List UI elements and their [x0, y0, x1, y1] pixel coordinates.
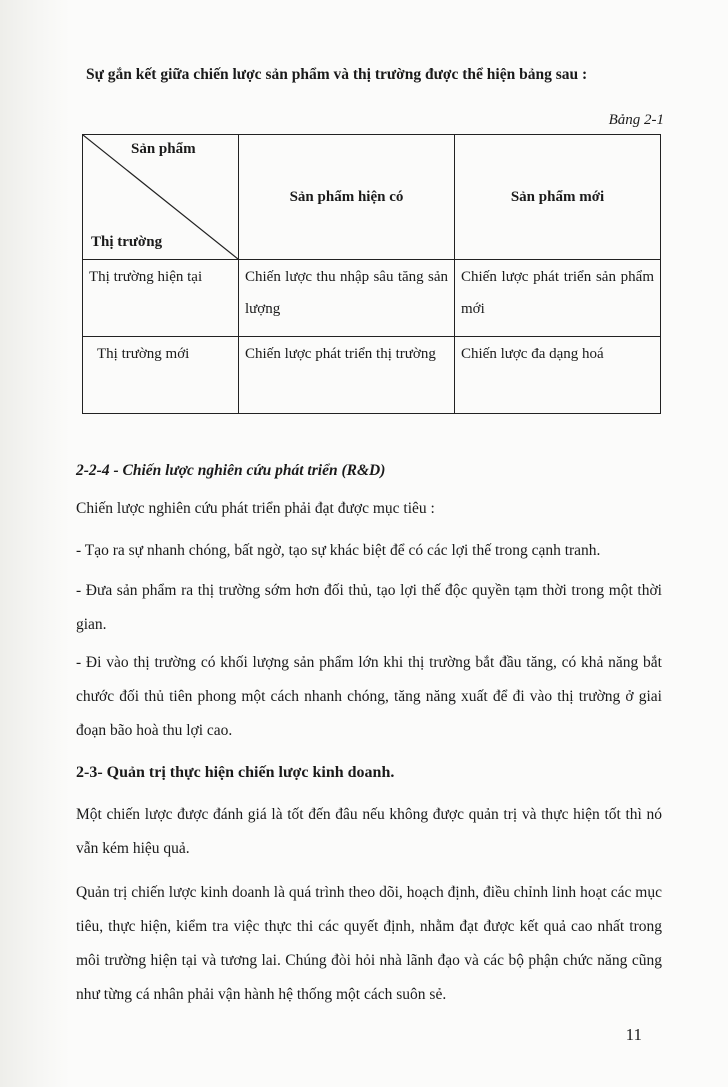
- rd-bullet-2: - Đưa sản phẩm ra thị trường sớm hơn đối thủ, tạo lợi thế độc quyền tạm thời trong một thời gian.: [76, 582, 662, 633]
- rd-bullet-1: - Tạo ra sự nhanh chóng, bất ngờ, tạo sự khác biệt để có các lợi thế trong cạnh tranh.: [76, 542, 601, 559]
- row-label-current-market: Thị trường hiện tại: [89, 269, 203, 285]
- matrix-row-new-market: [83, 337, 661, 414]
- cell-new-market-existing: Chiến lược phát triển thị trường: [245, 346, 436, 362]
- col-header-existing-product: Sản phẩm hiện có: [239, 135, 455, 260]
- matrix-corner-cell: [83, 135, 239, 260]
- corner-label-market: Thị trường: [91, 234, 163, 250]
- section-heading-rd: 2-2-4 - Chiến lược nghiên cứu phát triển (R&D): [76, 462, 386, 479]
- cell-current-new: Chiến lược phát triển sản phẩm mới: [461, 269, 654, 317]
- cell-new-market-new: Chiến lược đa dạng hoá: [461, 346, 604, 362]
- matrix-row-current-market: [83, 260, 661, 337]
- page-number: 11: [625, 1025, 642, 1044]
- intro-sentence: Sự gắn kết giữa chiến lược sản phẩm và thị trường được thể hiện bảng sau :: [86, 66, 588, 83]
- management-paragraph-1: Một chiến lược được đánh giá là tốt đến đâu nếu không được quản trị và thực hiện tốt thì nó vẫn kém hiệu quả.: [76, 806, 662, 857]
- rd-lead-paragraph: Chiến lược nghiên cứu phát triển phải đạt được mục tiêu :: [76, 500, 435, 517]
- cell-current-existing: Chiến lược thu nhập sâu tăng sản lượng: [245, 269, 448, 317]
- table-caption: Bảng 2-1: [608, 112, 664, 128]
- section-heading-management: 2-3- Quản trị thực hiện chiến lược kinh doanh.: [76, 764, 395, 781]
- col-header-new-product: Sản phẩm mới: [455, 135, 661, 260]
- product-market-matrix: [82, 134, 661, 414]
- row-label-new-market: Thị trường mới: [97, 346, 190, 362]
- management-paragraph-2: Quản trị chiến lược kinh doanh là quá trình theo dõi, hoạch định, điều chỉnh linh hoạt các mục tiêu, thực hiện, kiểm tra việc thực thi các quyết định, nhằm đạt được kết quả cao nhất trong môi trường hiện tại và tương lai. Chúng đòi hỏi nhà lãnh đạo và các bộ phận chức năng cũng như từng cá nhân phải vận hành hệ thống một cách suôn sẻ.: [76, 884, 662, 1003]
- corner-label-product: Sản phẩm: [131, 141, 196, 157]
- rd-bullet-3: - Đi vào thị trường có khối lượng sản phẩm lớn khi thị trường bắt đầu tăng, có khả năng bắt chước đối thủ tiên phong một cách nhanh chóng, tăng năng xuất để đi vào thị trường ở giai đoạn bão hoà thu lợi cao.: [76, 654, 662, 739]
- matrix-header-row: [83, 135, 661, 260]
